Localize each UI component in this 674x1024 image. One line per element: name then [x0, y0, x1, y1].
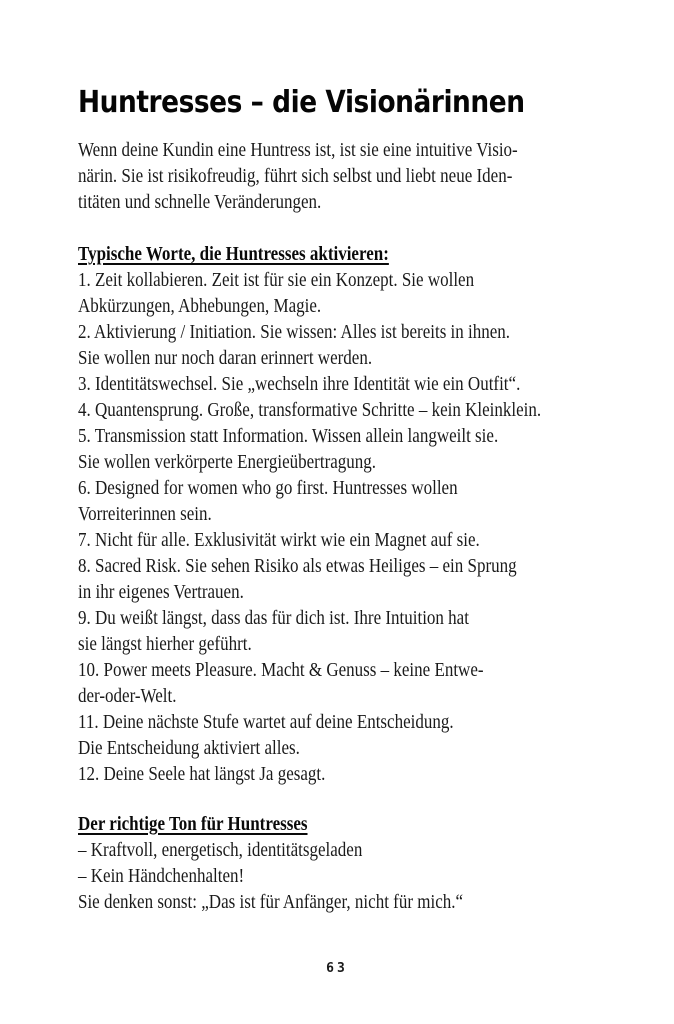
list-line: sie längst hierher geführt.: [78, 633, 252, 655]
list-line: 5. Transmission statt Information. Wissen allein langweilt sie.: [78, 425, 499, 447]
list-line: 8. Sacred Risk. Sie sehen Risiko als etwas Heiliges – ein Sprung: [78, 555, 517, 577]
page-title: Huntresses – die Visionärinnen: [78, 85, 525, 120]
list-line: 3. Identitätswechsel. Sie „wechseln ihre Identität wie ein Outfit“.: [78, 373, 521, 395]
list-line: in ihr eigenes Vertrauen.: [78, 581, 244, 603]
list-line: Sie wollen verkörperte Energieübertragung.: [78, 451, 377, 473]
text-line: närin. Sie ist risikofreudig, führt sich selbst und liebt neue Iden-: [78, 165, 513, 187]
list-line: Abkürzungen, Abhebungen, Magie.: [78, 295, 322, 317]
tone-line: Sie denken sonst: „Das ist für Anfänger, nicht für mich.“: [78, 891, 464, 913]
list-line: 11. Deine nächste Stufe wartet auf deine Entscheidung.: [78, 711, 454, 733]
list-line: 1. Zeit kollabieren. Zeit ist für sie ein Konzept. Sie wollen: [78, 269, 475, 291]
text-line: titäten und schnelle Veränderungen.: [78, 191, 322, 213]
intro-paragraph: [78, 137, 673, 215]
list-line: 2. Aktivierung / Initiation. Sie wissen: Alles ist bereits in ihnen.: [78, 321, 511, 343]
list-line: Sie wollen nur noch daran erinnert werden.: [78, 347, 373, 369]
list-line: Vorreiterinnen sein.: [78, 503, 212, 525]
page-content: [78, 84, 674, 915]
text-line: Wenn deine Kundin eine Huntress ist, ist sie eine intuitive Visio-: [78, 139, 518, 161]
tone-list: [78, 837, 673, 915]
section-heading-typische-worte: Typische Worte, die Huntresses aktivieren:: [78, 243, 389, 265]
list-line: Die Entscheidung aktiviert alles.: [78, 737, 300, 759]
tone-line: – Kraftvoll, energetisch, identitätsgeladen: [78, 839, 363, 861]
list-line: der-oder-Welt.: [78, 685, 177, 707]
page-number: 63: [326, 961, 348, 976]
list-line: 12. Deine Seele hat längst Ja gesagt.: [78, 763, 326, 785]
section-heading-der-richtige-ton: Der richtige Ton für Huntresses: [78, 813, 308, 835]
list-line: 10. Power meets Pleasure. Macht & Genuss – keine Entwe-: [78, 659, 484, 681]
list-line: 4. Quantensprung. Große, transformative Schritte – kein Kleinklein.: [78, 399, 542, 421]
list-line: 9. Du weißt längst, dass das für dich ist. Ihre Intuition hat: [78, 607, 469, 629]
list-line: 7. Nicht für alle. Exklusivität wirkt wie ein Magnet auf sie.: [78, 529, 480, 551]
tone-line: – Kein Händchenhalten!: [78, 865, 245, 887]
list-line: 6. Designed for women who go first. Huntresses wollen: [78, 477, 458, 499]
words-list: [78, 267, 673, 787]
